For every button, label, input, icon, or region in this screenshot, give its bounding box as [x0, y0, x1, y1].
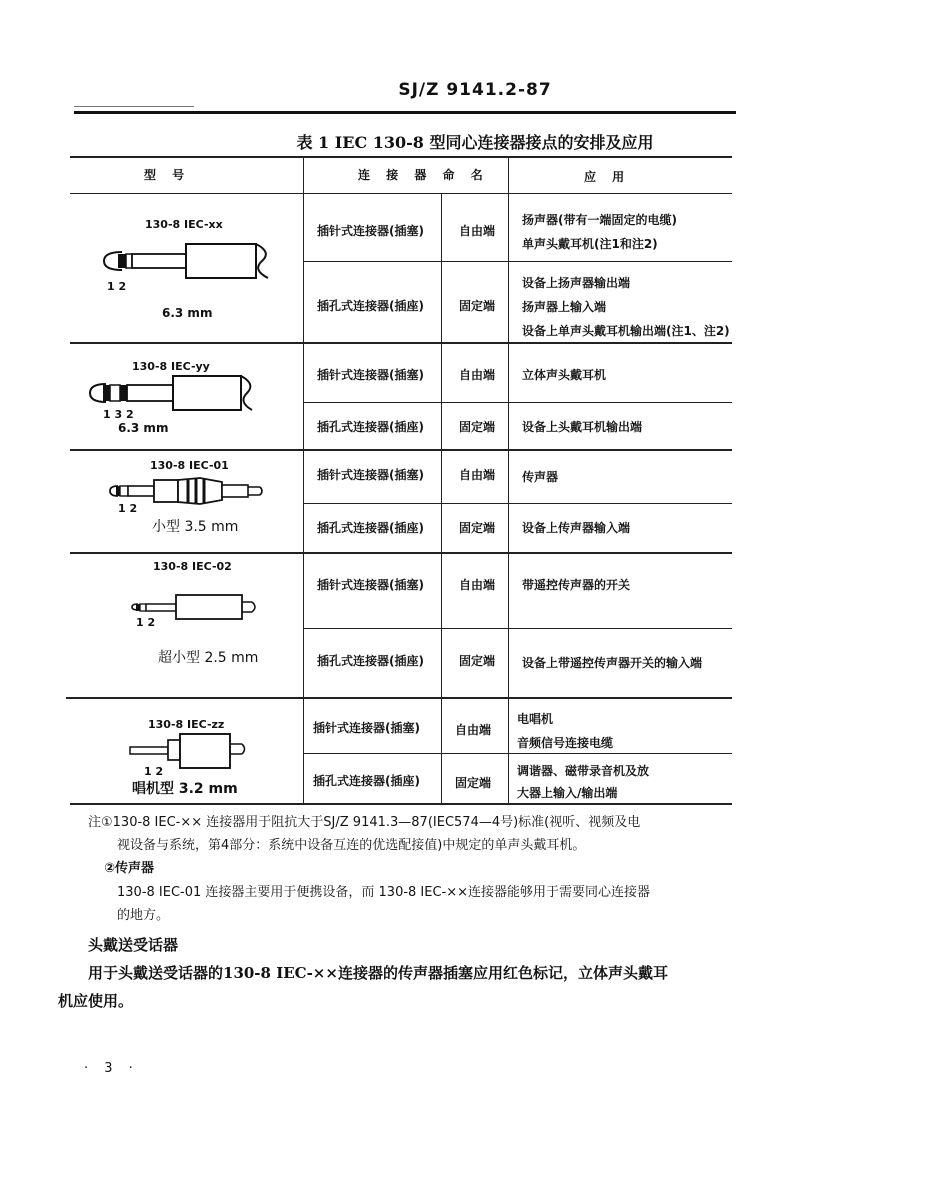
header-application: 应 用 — [584, 170, 631, 184]
pin-numbers: 1 2 — [136, 616, 156, 629]
section-title: 头戴送受话器 — [88, 936, 179, 954]
document-code: SJ/Z 9141.2-87 — [398, 80, 552, 100]
application-line: 设备上带遥控传声器开关的输入端 — [522, 656, 703, 670]
table-bottom-rule — [70, 803, 732, 805]
application-line: 大器上输入/输出端 — [517, 786, 618, 800]
pin-numbers: 1 3 2 — [103, 408, 134, 421]
note-1-line-1: 注①130-8 IEC-×× 连接器用于阻抗大于SJ/Z 9141.3—87(IEC574—4号)标准(视听、视频及电 — [88, 815, 641, 830]
connector-end: 自由端 — [459, 368, 496, 382]
application-line: 调谐器、磁带录音机及放 — [517, 764, 650, 778]
connector-name: 插针式连接器(插塞) — [317, 368, 424, 382]
note-2-line-1: 130-8 IEC-01 连接器主要用于便携设备，而 130-8 IEC-××连接器能够用于需要同心连接器 — [117, 885, 651, 900]
column-rule — [508, 156, 509, 803]
connector-end: 固定端 — [459, 521, 496, 535]
table-top-rule — [70, 156, 732, 158]
size-label: 6.3 mm — [118, 421, 169, 435]
connector-name: 插孔式连接器(插座) — [313, 774, 420, 788]
size-label: 小型 3.5 mm — [152, 519, 239, 535]
group-divider — [70, 342, 732, 344]
connector-name: 插孔式连接器(插座) — [317, 521, 424, 535]
connector-name: 插针式连接器(插塞) — [313, 721, 420, 735]
connector-end: 固定端 — [459, 654, 496, 668]
group-divider — [70, 449, 732, 451]
connector-end: 固定端 — [459, 420, 496, 434]
model-label: 130-8 IEC-yy — [132, 360, 210, 373]
application-line: 音频信号连接电缆 — [517, 736, 614, 750]
row-rule — [303, 402, 732, 403]
connector-end: 自由端 — [455, 723, 492, 737]
connector-end: 固定端 — [459, 299, 496, 313]
column-rule — [303, 156, 304, 803]
connector-name: 插针式连接器(插塞) — [317, 578, 424, 592]
application-line: 设备上头戴耳机输出端 — [522, 420, 643, 434]
model-label: 130-8 IEC-02 — [153, 560, 232, 573]
header-model: 型 号 — [144, 168, 191, 182]
application-line: 单声头戴耳机(注1和注2) — [522, 237, 658, 251]
connector-name: 插孔式连接器(插座) — [317, 299, 424, 313]
connector-end: 自由端 — [459, 468, 496, 482]
connector-end: 固定端 — [455, 776, 492, 790]
connector-end: 自由端 — [459, 224, 496, 238]
header-rule-thin — [74, 106, 194, 107]
page-number: · 3 · — [84, 1061, 139, 1076]
section-body-line-2: 机应使用。 — [58, 992, 134, 1010]
mono-plug-6-3-icon — [96, 240, 276, 282]
application-line: 设备上扬声器输出端 — [522, 276, 631, 290]
connector-name: 插孔式连接器(插座) — [317, 420, 424, 434]
row-rule — [303, 753, 732, 754]
section-body-line-1: 用于头戴送受话器的130-8 IEC-××连接器的传声器插塞应用红色标记，立体声头戴耳 — [88, 964, 668, 982]
pin-numbers: 1 2 — [107, 280, 127, 293]
note-2-line-2: 的地方。 — [117, 908, 170, 923]
model-label: 130-8 IEC-zz — [148, 718, 225, 731]
model-label: 130-8 IEC-01 — [150, 459, 229, 472]
header-naming: 连 接 器 命 名 — [358, 168, 489, 182]
row-rule — [303, 628, 732, 629]
application-line: 立体声头戴耳机 — [522, 368, 607, 382]
connector-name: 插针式连接器(插塞) — [317, 468, 424, 482]
group-divider — [70, 552, 732, 554]
connector-name: 插孔式连接器(插座) — [317, 654, 424, 668]
application-line: 设备上单声头戴耳机输出端(注1、注2) — [522, 324, 730, 338]
connector-name: 插针式连接器(插塞) — [317, 224, 424, 238]
size-label: 超小型 2.5 mm — [158, 650, 259, 666]
row-rule — [303, 503, 732, 504]
application-line: 传声器 — [522, 470, 559, 484]
pin-numbers: 1 2 — [118, 502, 138, 515]
note-1-line-2: 视设备与系统，第4部分：系统中设备互连的优选配接值)中规定的单声头戴耳机。 — [117, 838, 586, 853]
application-line: 设备上传声器输入端 — [522, 521, 631, 535]
row-rule — [303, 261, 732, 262]
pin-numbers: 1 2 — [144, 765, 164, 778]
model-label: 130-8 IEC-xx — [145, 218, 223, 231]
application-line: 扬声器(带有一端固定的电缆) — [522, 213, 677, 227]
application-line: 带遥控传声器的开关 — [522, 578, 631, 592]
size-label: 6.3 mm — [162, 306, 213, 320]
table-caption: 表 1 IEC 130-8 型同心连接器接点的安排及应用 — [296, 133, 654, 152]
size-label: 唱机型 3.2 mm — [132, 781, 238, 797]
note-2-title: ②传声器 — [104, 861, 155, 876]
column-rule — [441, 193, 442, 803]
application-line: 扬声器上输入端 — [522, 300, 607, 314]
application-line: 电唱机 — [517, 712, 554, 726]
header-rule — [74, 111, 736, 114]
table-header-rule — [70, 193, 732, 194]
group-divider — [66, 697, 732, 699]
connector-end: 自由端 — [459, 578, 496, 592]
